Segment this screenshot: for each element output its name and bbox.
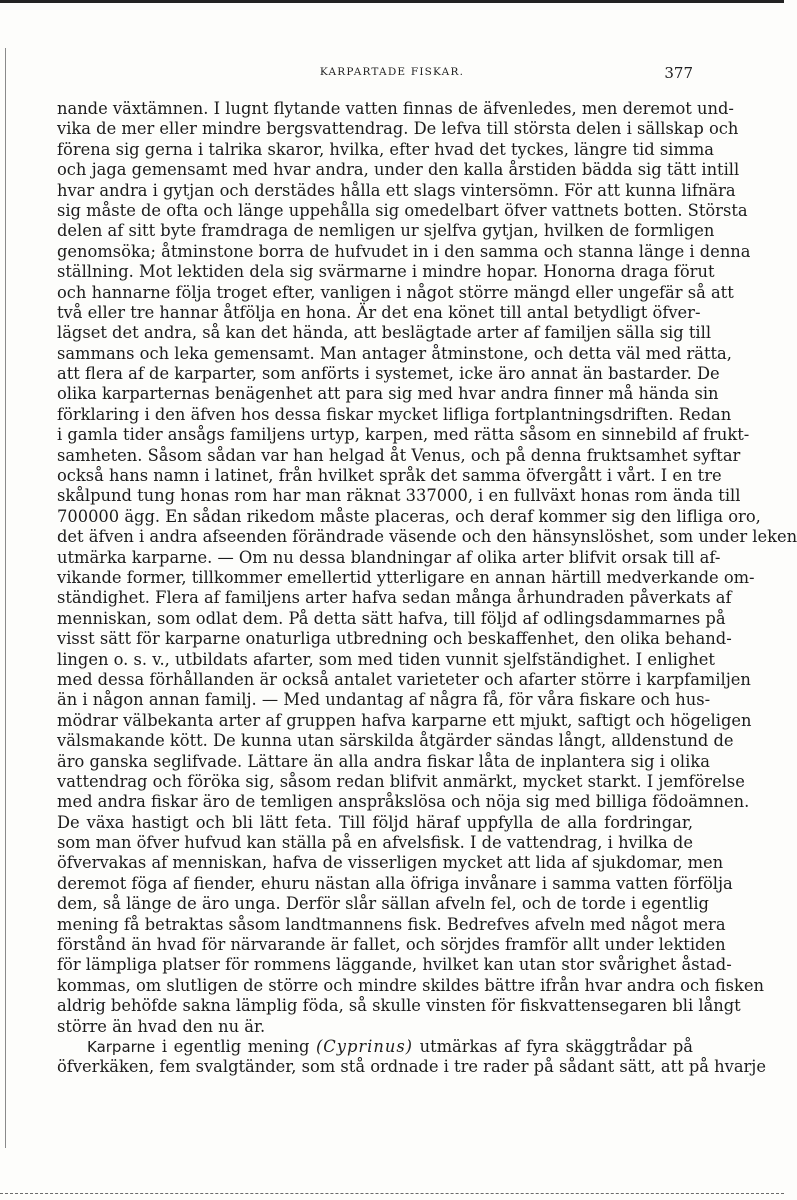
text-line: delen af sitt byte framdraga de nemligen ur sjelfva gytjan, hvilken de formligen	[57, 221, 715, 241]
text-line: sammans och leka gemensamt. Man antager åtminstone, och detta väl med rätta,	[57, 343, 732, 363]
text-line: deremot föga af fiender, ehuru nästan alla öfriga invånare i samma vatten förfölja	[57, 873, 733, 893]
text-line: genomsöka; åtminstone borra de hufvudet in i den samma och stanna länge i denna	[57, 241, 751, 261]
text-line: större än hvad den nu är.	[57, 1016, 266, 1036]
text-line: vika de mer eller mindre bergsvattendrag. De lefva till största delen i sällskap och	[57, 119, 739, 139]
text-line: förena sig gerna i talrika skaror, hvilka, efter hvad det tyckes, längre tid simma	[57, 139, 714, 159]
text-line: visst sätt för karparne onaturliga utbredning och beskaffenhet, den olika behand-	[57, 629, 732, 649]
top-border-rule	[0, 0, 784, 3]
page-number: 377	[664, 64, 693, 82]
running-head	[0, 64, 784, 84]
text-line: två eller tre hannar åtfölja en hona. Är det ena könet till antal betydligt öfver-	[57, 302, 701, 322]
text-line: hvar andra i gytjan och derstädes hålla ett slags vintersömn. För att kunna lifnära	[57, 180, 736, 200]
latin-name: (Cyprinus)	[315, 1036, 414, 1056]
text-line: mödrar välbekanta arter af gruppen hafva karparne ett mjukt, saftigt och högeligen	[57, 710, 752, 730]
text-line: 700000 ägg. En sådan rikedom måste placeras, och deraf kommer sig den lifliga oro,	[57, 506, 761, 526]
text-line: äro ganska seglifvade. Lättare än alla andra fiskar låta de inplantera sig i olika	[57, 751, 710, 771]
text-line: för lämpliga platser för rommens läggande, hvilket kan utan stor svårighet åstad-	[57, 955, 732, 975]
text-line: med andra fiskar äro de temligen anspråkslösa och nöja sig med billiga födoämnen.	[57, 792, 750, 812]
text-line	[57, 1037, 693, 1057]
text-line: olika karparternas benägenhet att para sig med hvar andra finner må hända sin	[57, 384, 719, 404]
page-left-edge	[5, 48, 6, 1148]
text-line: också hans namn i latinet, från hvilket språk det samma öfvergått i vårt. I en tre	[57, 466, 722, 486]
text-line: samheten. Såsom sådan var han helgad åt Venus, och på denna fruktsamhet syftar	[57, 445, 741, 465]
text-line: ständighet. Flera af familjens arter hafva sedan många århundraden påverkats af	[57, 588, 732, 608]
text-line: ställning. Mot lektiden dela sig svärmarne i mindre hopar. Honorna draga förut	[57, 262, 715, 282]
text-line: och hannarne följa troget efter, vanligen i något större mängd eller ungefär så att	[57, 282, 734, 302]
paragraph-1	[57, 99, 797, 1037]
text-fragment: utmärkas af fyra skäggtrådar på	[419, 1036, 693, 1056]
text-line: lägset det andra, så kan det hända, att beslägtade arter af familjen sälla sig till	[57, 323, 712, 343]
text-line: dem, så länge de äro unga. Derför slår sällan afveln fel, och de torde i egentlig	[57, 894, 709, 914]
text-line: som man öfver hufvud kan ställa på en afvelsfisk. I de vattendrag, i hvilka de	[57, 833, 693, 853]
text-line: i gamla tider ansågs familjens urtyp, karpen, med rätta såsom en sinnebild af frukt-	[57, 425, 750, 445]
text-line: utmärka karparne. — Om nu dessa blandningar af olika arter blifvit orsak till af-	[57, 547, 721, 567]
body-text	[57, 99, 797, 1078]
text-line: skålpund tung honas rom har man räknat 337000, i en fullväxt honas rom ända till	[57, 486, 741, 506]
text-line: mening få betraktas såsom landtmannens fisk. Bedrefves afveln med något mera	[57, 914, 726, 934]
text-fragment: i egentlig mening	[161, 1036, 310, 1056]
text-line: det äfven i andra afseenden förändrade väsende och den hänsynslöshet, som under leken	[57, 527, 797, 547]
text-line: menniskan, som odlat dem. På detta sätt hafva, till följd af odlingsdammarnes på	[57, 608, 726, 628]
text-line: aldrig behöfde sakna lämplig föda, så skulle vinsten för fiskvattensegaren bli långt	[57, 996, 741, 1016]
text-line: De växa hastigt och bli lätt feta. Till följd häraf uppfylla de alla fordringar,	[57, 812, 693, 832]
text-line: och jaga gemensamt med hvar andra, under den kalla årstiden bädda sig tätt intill	[57, 160, 740, 180]
text-line: än i någon annan familj. — Med undantag af några få, för våra fiskare och hus-	[57, 690, 711, 710]
term-karparne: Karparne	[87, 1037, 156, 1056]
text-line: öfvervakas af menniskan, hafva de visserligen mycket att lida af sjukdomar, men	[57, 853, 724, 873]
text-line: förklaring i den äfven hos dessa fiskar mycket lifliga fortplantningsdriften. Redan	[57, 404, 732, 424]
text-line: att flera af de karparter, som anförts i systemet, icke äro annat än bastarder. De	[57, 364, 720, 384]
paragraph-2	[57, 1036, 766, 1078]
bottom-scan-edge	[0, 1193, 784, 1194]
text-line: vikande former, tillkommer emellertid ytterligare en annan härtill medverkande om-	[57, 567, 755, 587]
text-line: välsmakande kött. De kunna utan särskilda åtgärder sändas långt, alldenstund de	[57, 731, 734, 751]
text-line: vattendrag och föröka sig, såsom redan blifvit anmärkt, mycket starkt. I jemförelse	[57, 771, 745, 791]
running-head-title: KARPARTADE FISKAR.	[319, 66, 465, 78]
text-line: med dessa förhållanden är också antalet varieteter och afarter större i karpfamiljen	[57, 669, 751, 689]
text-line: lingen o. s. v., utbildats afarter, som med tiden vunnit sjelfständighet. I enlighet	[57, 649, 715, 669]
text-line: öfverkäken, fem svalgtänder, som stå ordnade i tre rader på sådant sätt, att på hvarje	[57, 1057, 766, 1077]
text-line: nande växtämnen. I lugnt flytande vatten finnas de äfvenledes, men deremot und-	[57, 99, 734, 118]
text-line: förstånd än hvad för närvarande är fallet, och sörjdes framför allt under lektiden	[57, 935, 726, 955]
text-line: sig måste de ofta och länge uppehålla sig omedelbart öfver vattnets botten. Största	[57, 200, 748, 220]
text-line: kommas, om slutligen de större och mindre skildes bättre ifrån hvar andra och fisken	[57, 975, 764, 995]
